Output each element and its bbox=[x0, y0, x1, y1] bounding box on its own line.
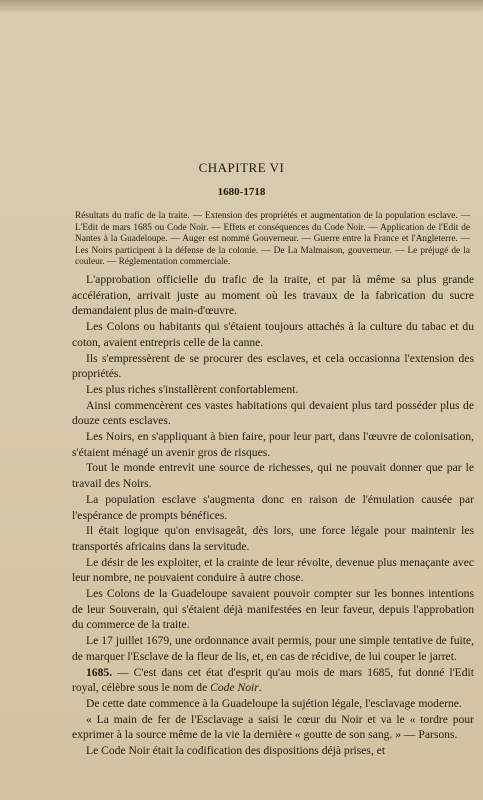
paragraph: Les Noirs, en s'appliquant à bien faire, pour leur part, dans l'œuvre de colonisation, s'étaient ménagé un avenir gros de risques. bbox=[72, 430, 474, 459]
paragraph: La population esclave s'augmenta donc en raison de l'émulation causée par l'espérance de prompts bénéfices. bbox=[72, 492, 474, 522]
paragraph: Les Colons ou habitants qui s'étaient toujours attachés à la culture du tabac et du coton, avaient entrepris celle de la canne. bbox=[72, 320, 474, 349]
paragraph: Le désir de les exploiter, et la crainte de leur révolte, devenue plus menaçante avec leur nombre, ne pouvaient conduire à autre chose. bbox=[72, 555, 474, 585]
chapter-title: CHAPITRE VI bbox=[198, 160, 285, 175]
paragraph-1685 bbox=[72, 665, 474, 696]
paragraph: Les Colons de la Guadeloupe savaient pouvoir compter sur les bonnes intentions de leur Souverain, qui s'étaient déjà manifestées en leur faveur, depuis l'approbation du commerce de la traite. bbox=[72, 587, 474, 632]
paragraph: Les plus riches s'installèrent confortablement. bbox=[86, 382, 299, 396]
paragraph-year: 1685. bbox=[86, 665, 113, 679]
paragraph: De cette date commence à la Guadeloupe la sujétion légale, l'esclavage moderne. bbox=[86, 696, 462, 710]
chapter-summary: Résultats du trafic de la traite. — Extension des propriétés et augmentation de la population esclave. — L'Edit de mars 1685 ou Code Noir. — Effets et conséquences du Code Noir. — Application de l'Edit de Nantes à la Guadeloupe. — Auger est nommé Gouverneur. — Guerre entre la France et l'Angleterre. — Les Noirs participent à la défense de la colonie. — De La Malmaison, gouverneur. — Le préjugé de la couleur. — Réglementation commerciale. bbox=[75, 211, 470, 267]
quote-paragraph: « La main de fer de l'Esclavage a saisi le cœur du Noir et va le « tordre pour exprimer à la source même de la vie la dernière « goutte de son sang. » — Parsons. bbox=[72, 712, 474, 742]
page-top-shadow bbox=[0, 0, 483, 14]
paragraph: Il était logique qu'on envisageât, dès lors, une force légale pour maintenir les transportés africains dans la servitude. bbox=[72, 524, 474, 553]
chapter-dates: 1680-1718 bbox=[217, 186, 266, 198]
paragraph: Le Code Noir était la codification des dispositions déjà prises, et bbox=[86, 744, 386, 758]
paragraph-text-end: . bbox=[258, 681, 262, 695]
paragraph: Le 17 juillet 1679, une ordonnance avait permis, pour une simple tentative de fuite, de marquer l'Esclave de la fleur de lis, et, en cas de récidive, de lui couper le jarret. bbox=[72, 634, 474, 663]
body-text bbox=[72, 272, 474, 759]
code-noir-italic: Code Noir bbox=[210, 681, 259, 695]
paragraph: L'approbation officielle du trafic de la traite, et par là même sa plus grande accélération, arrivait juste au moment où les travaux de la fabrication du sucre demandaient plus de main-d'œuvre. bbox=[72, 273, 474, 318]
paragraph: Ils s'empressèrent de se procurer des esclaves, et cela occasionna l'extension des propriétés. bbox=[72, 351, 474, 381]
paragraph: Ainsi commencèrent ces vastes habitations qui devaient plus tard posséder plus de douze cents esclaves. bbox=[72, 398, 474, 428]
paragraph-text: — C'est dans cet état d'esprit qu'au mois de mars 1685, fut donné l'Edit royal, célèbre sous le nom de bbox=[72, 665, 474, 695]
paragraph: Tout le monde entrevit une source de richesses, qui ne pouvait donner que par le travail des Noirs. bbox=[72, 461, 474, 491]
